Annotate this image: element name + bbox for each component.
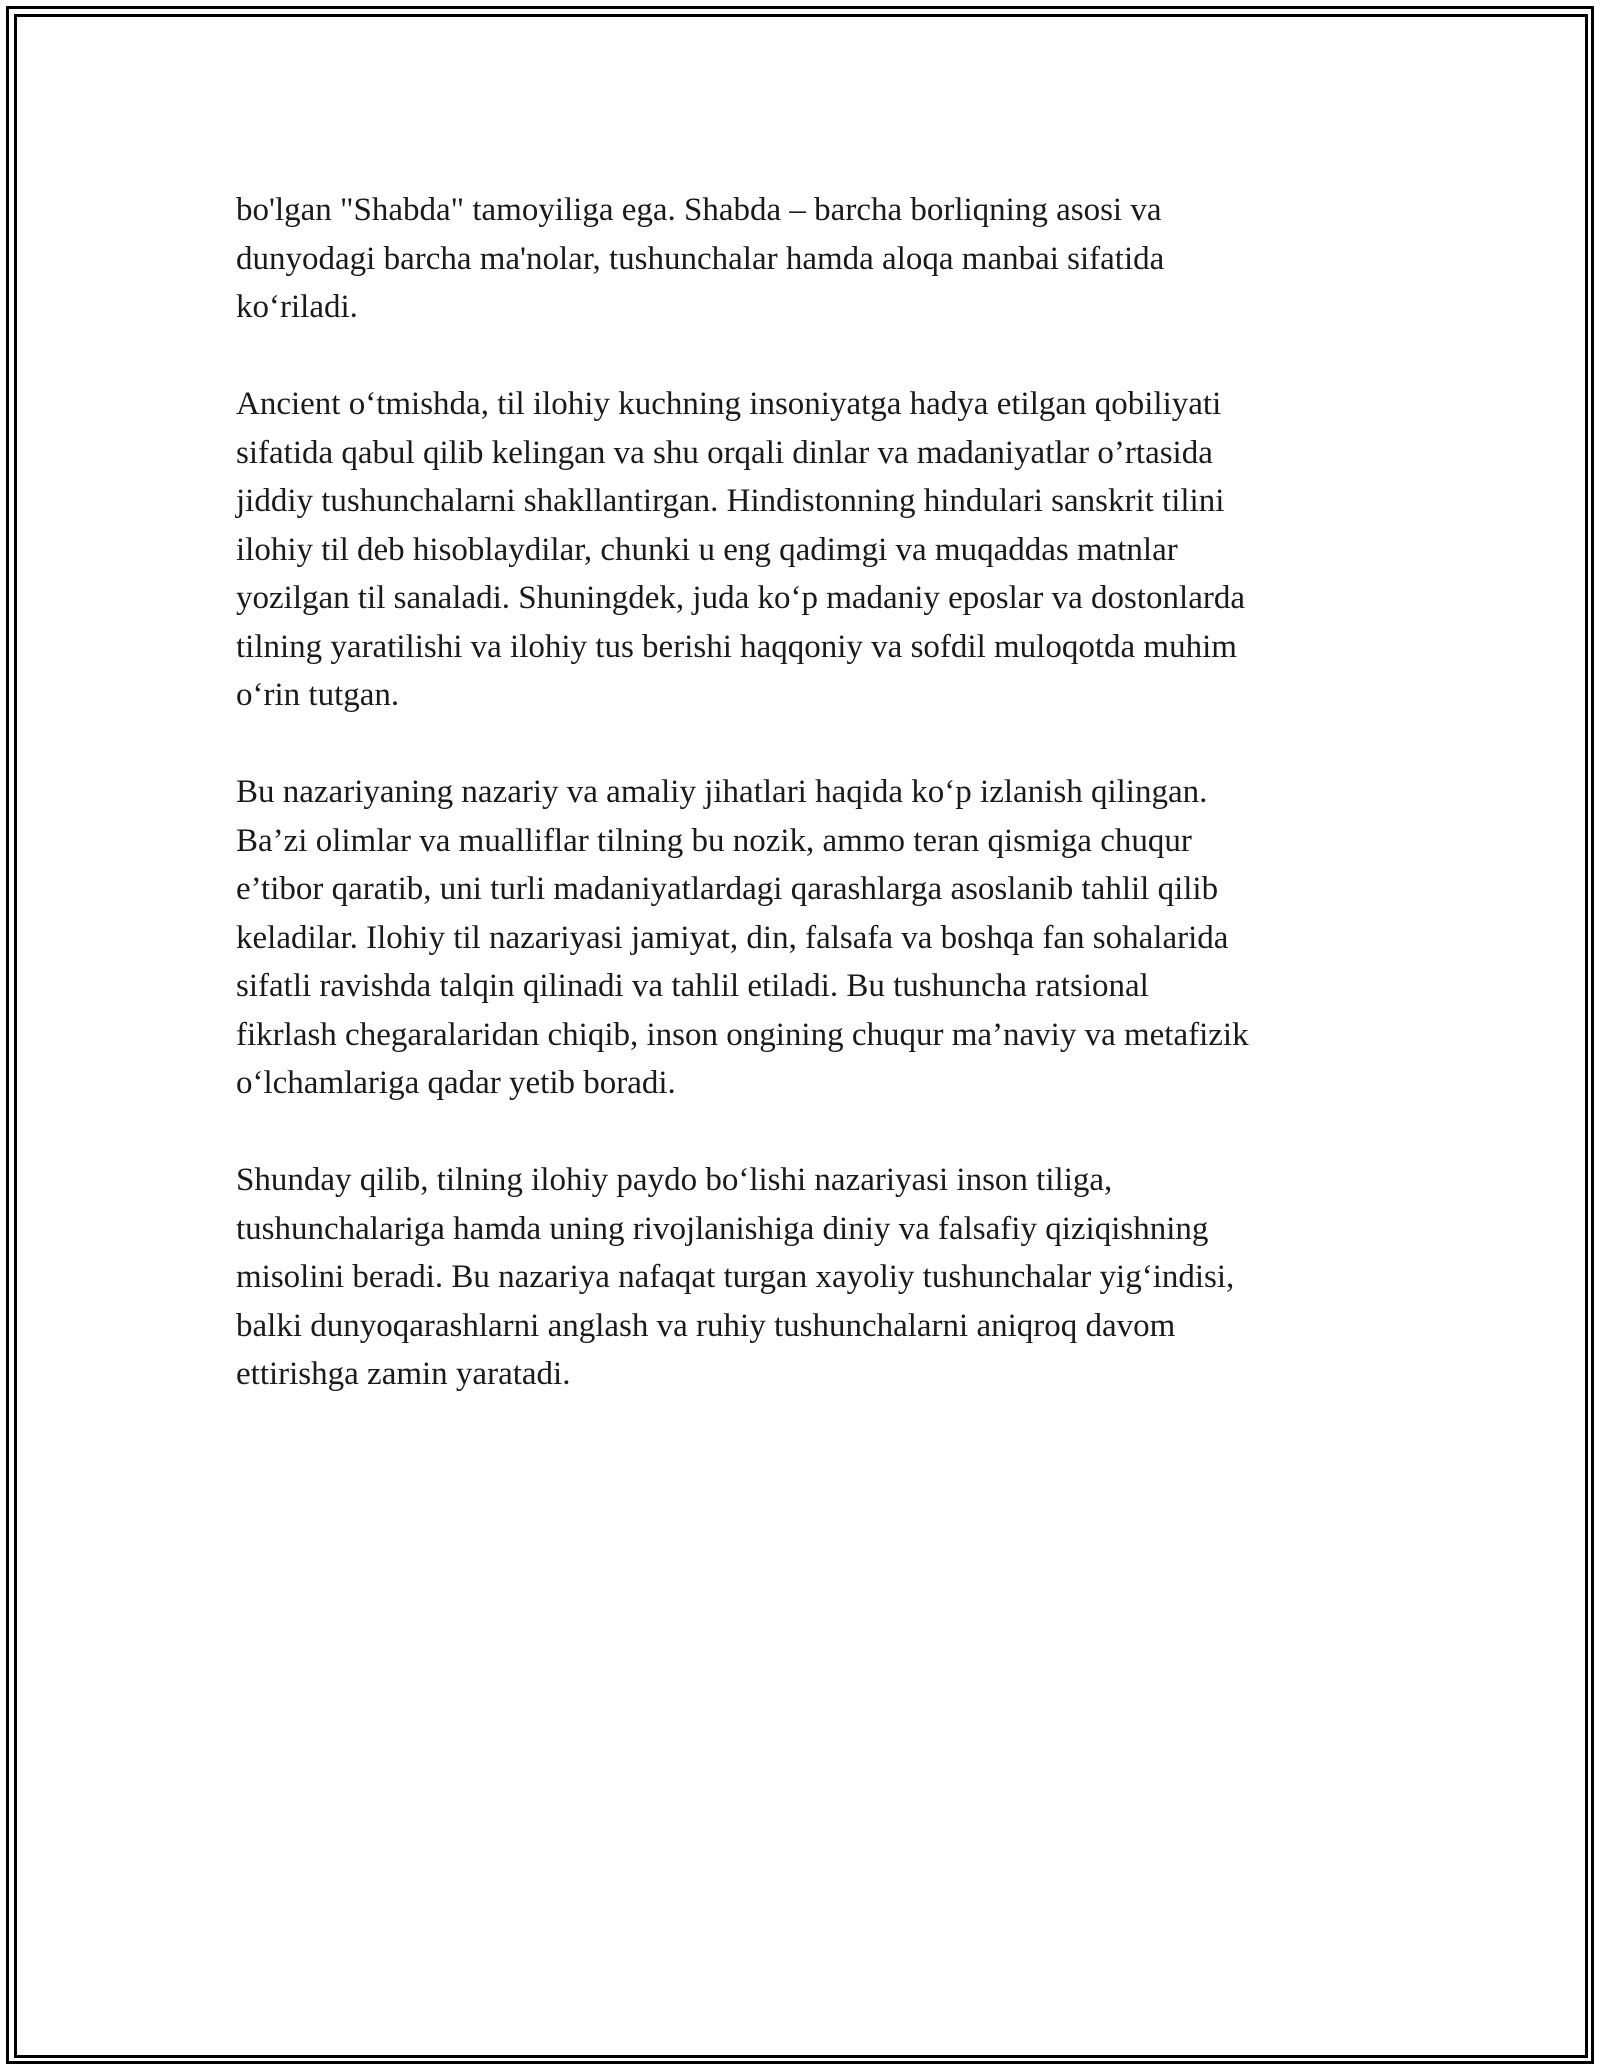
text-line: yozilgan til sanaladi. Shuningdek, juda ko‘p madaniy eposlar va dostonlarda (236, 580, 1246, 616)
text-line: fikrlash chegaralaridan chiqib, inson ongining chuqur ma’naviy va metafizik (236, 1016, 1249, 1053)
paragraph-3 (236, 768, 1376, 1108)
text-line: Ancient o‘tmishda, til ilohiy kuchning insoniyatga hadya etilgan qobiliyati (236, 386, 1222, 422)
text-line: sifatli ravishda talqin qilinadi va tahlil etiladi. Bu tushuncha ratsional (236, 968, 1149, 1004)
text-line: o‘rin tutgan. (236, 677, 400, 713)
document-body (236, 186, 1376, 1399)
text-line: ilohiy til deb hisoblaydilar, chunki u eng qadimgi va muqaddas matnlar (236, 531, 1178, 568)
text-line: keladilar. Ilohiy til nazariyasi jamiyat, din, falsafa va boshqa fan sohalarida (236, 919, 1229, 956)
text-line: ettirishga zamin yaratadi. (236, 1356, 571, 1392)
text-line: sifatida qabul qilib kelingan va shu orqali dinlar va madaniyatlar o’rtasida (236, 434, 1213, 471)
text-line: o‘lchamlariga qadar yetib boradi. (236, 1065, 676, 1101)
paragraph-gap (236, 1108, 1376, 1157)
text-line: Shunday qilib, tilning ilohiy paydo bo‘lishi nazariyasi inson tiliga, (236, 1162, 1113, 1198)
text-line: Ba’zi olimlar va mualliflar tilning bu nozik, ammo teran qismiga chuqur (236, 822, 1192, 859)
text-line: jiddiy tushunchalarni shakllantirgan. Hindistonning hindulari sanskrit tilini (236, 483, 1225, 519)
text-line: tushunchalariga hamda uning rivojlanishiga diniy va falsafiy qiziqishning (236, 1210, 1209, 1247)
paragraph-gap (236, 332, 1376, 381)
paragraph-gap (236, 720, 1376, 769)
text-line: e’tibor qaratib, uni turli madaniyatlardagi qarashlarga asoslanib tahlil qilib (236, 871, 1219, 907)
paragraph-1 (236, 186, 1376, 332)
paragraph-4 (236, 1156, 1376, 1399)
text-line: balki dunyoqarashlarni anglash va ruhiy tushunchalarni aniqroq davom (236, 1307, 1176, 1344)
text-line: ko‘riladi. (236, 289, 358, 325)
text-line: dunyodagi barcha ma'nolar, tushunchalar hamda aloqa manbai sifatida (236, 240, 1165, 277)
text-line: tilning yaratilishi va ilohiy tus berishi haqqoniy va sofdil muloqotda muhim (236, 628, 1237, 665)
text-line: misolini beradi. Bu nazariya nafaqat turgan xayoliy tushunchalar yig‘indisi, (236, 1259, 1235, 1295)
text-line: bo'lgan "Shabda" tamoyiliga ega. Shabda – barcha borliqning asosi va (236, 192, 1162, 228)
text-line: Bu nazariyaning nazariy va amaliy jihatlari haqida ko‘p izlanish qilingan. (236, 774, 1208, 810)
paragraph-2 (236, 380, 1376, 720)
